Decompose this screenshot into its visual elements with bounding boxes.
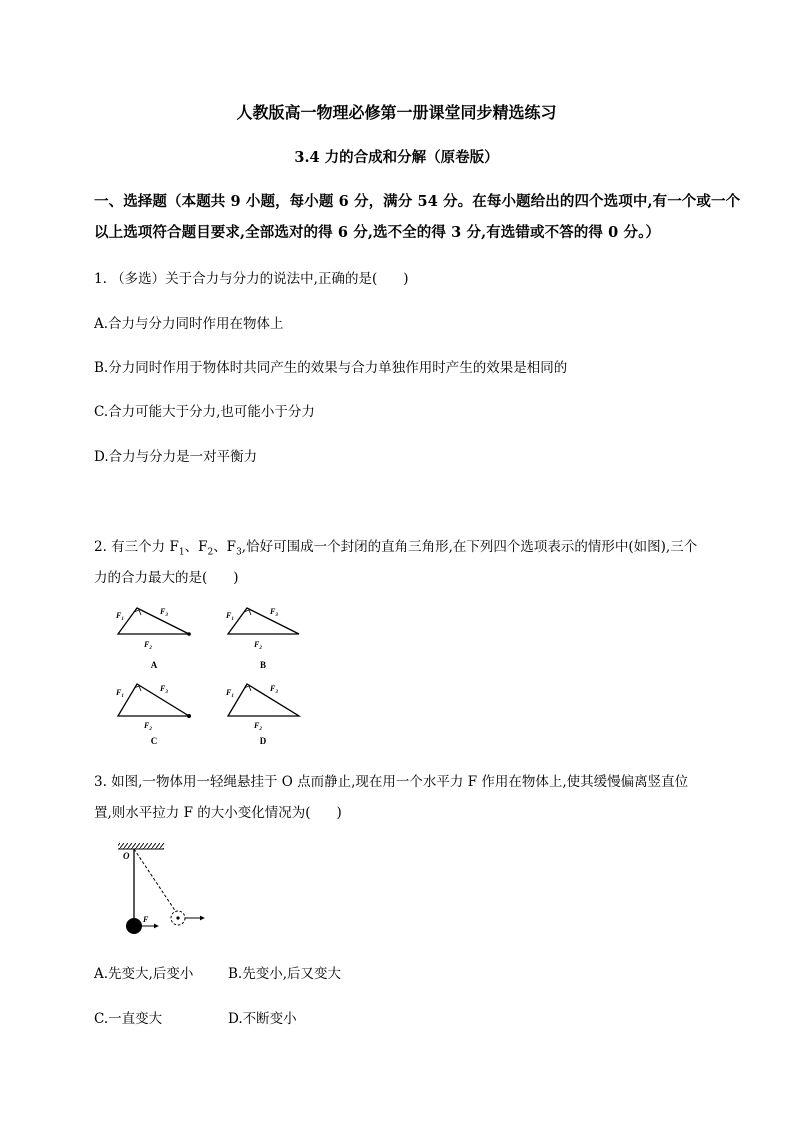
question-2-stem-line2: [94, 566, 239, 586]
triangle-option-a: [118, 608, 191, 636]
label-f2-a: $F_2$: [144, 640, 152, 651]
question-3-stem-line1: 3. 如图,一物体用一轻绳悬挂于 O 点而静止,现在用一个水平力 F 作用在物体上,使其缓慢偏离竖直位: [94, 774, 689, 790]
option-label-b: B: [259, 660, 267, 670]
force-triangles-figure: [110, 598, 320, 753]
triangle-option-b: [228, 608, 299, 634]
option-label-a: A: [150, 660, 158, 670]
force-f-label: F: [143, 915, 149, 924]
question-3-option-c: C.一直变大: [94, 1011, 163, 1027]
question-3-option-b: B.先变小,后又变大: [228, 966, 342, 982]
document-subtitle: 3.4 力的合成和分解（原卷版）: [294, 149, 499, 166]
option-label-d: D: [259, 736, 267, 746]
section-instructions-line2: 以上选项符合题目要求,全部选对的得 6 分,选不全的得 3 分,有选错或不答的得 0 分。）: [94, 224, 661, 241]
subscript-3: 3: [236, 547, 242, 558]
q2-text-part: 2. 有三个力 F: [94, 539, 179, 555]
subscript-2: 2: [207, 547, 214, 558]
question-1-stem: [94, 267, 409, 287]
triangle-option-d: [228, 684, 299, 716]
label-f2-c: $F_2$: [144, 721, 152, 732]
label-f1-b: $F_1$: [226, 611, 234, 622]
label-f2-b: $F_2$: [254, 640, 262, 651]
point-o-label: O: [123, 851, 130, 861]
ceiling-hatch: [118, 843, 164, 849]
section-instructions-line1: 一、选择题（本题共 9 小题，每小题 6 分，满分 54 分。在每小题给出的四个选项中,有一个或一个: [94, 193, 741, 210]
question-1-close-paren: ): [403, 271, 409, 287]
question-1-option-d: D.合力与分力是一对平衡力: [94, 449, 258, 465]
label-f1-a: $F_1$: [116, 611, 124, 622]
label-f2-d: $F_2$: [254, 721, 262, 732]
question-1-option-c: C.合力可能大于分力,也可能小于分力: [94, 404, 315, 420]
question-3-stem-line2: [94, 801, 342, 821]
question-1-option-a: A.合力与分力同时作用在物体上: [94, 316, 284, 332]
q2-text-part: 力的合力最大的是(: [94, 570, 208, 586]
hanging-ball: [126, 918, 142, 934]
label-f1-c: $F_1$: [116, 688, 124, 699]
label-f1-d: $F_1$: [226, 688, 234, 699]
triangle-option-c: [118, 684, 191, 718]
subscript-1: 1: [178, 547, 185, 558]
displaced-ball-center: [176, 916, 179, 919]
question-3-option-d: D.不断变小: [228, 1011, 297, 1027]
q2-text-part: 、F: [184, 539, 208, 555]
question-1-option-b: B.分力同时作用于物体时共同产生的效果与合力单独作用时产生的效果是相同的: [94, 360, 568, 376]
string-displaced: [134, 849, 176, 912]
q2-text-part: ,恰好可围成一个封闭的直角三角形,在下列四个选项表示的情形中(如图),三个: [241, 539, 698, 555]
question-2-stem-line1: [94, 535, 697, 558]
question-2-close-paren: ): [233, 570, 239, 586]
question-1-text: 1. （多选）关于合力与分力的说法中,正确的是(: [94, 271, 378, 287]
question-3-close-paren: ): [336, 805, 342, 821]
label-f3-b: $F_3$: [270, 607, 278, 618]
question-3-option-a: A.先变大,后变小: [94, 966, 194, 982]
label-f3-a: $F_3$: [160, 607, 168, 618]
q2-text-part: 、F: [213, 539, 237, 555]
q3-text-part: 置,则水平拉力 F 的大小变化情况为(: [94, 805, 311, 821]
pendulum-figure: [112, 838, 222, 940]
label-f3-d: $F_3$: [270, 684, 278, 695]
label-f3-c: $F_3$: [160, 684, 168, 695]
document-title: 人教版高一物理必修第一册课堂同步精选练习: [236, 103, 557, 122]
option-label-c: C: [150, 736, 158, 746]
